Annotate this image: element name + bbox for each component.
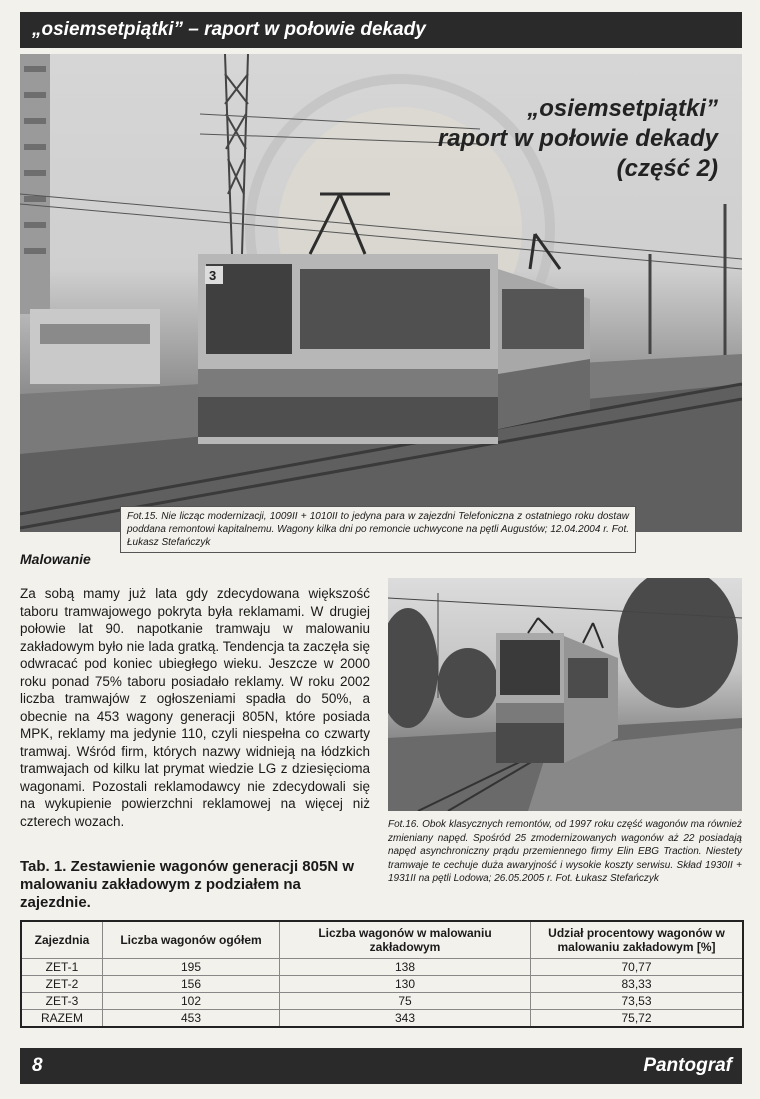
table-cell: 70,77 <box>531 959 744 976</box>
header-title: „osiemsetpiątki” – raport w połowie dekady <box>32 19 426 40</box>
second-photo-illustration <box>388 578 742 811</box>
section-heading: Malowanie <box>20 551 91 567</box>
section-paragraph: Za sobą mamy już lata gdy zdecydowana większość taboru tramwajowego pokryta była reklamami. W drugiej połowie lat 90. napotkanie tramwaju w malowaniu zakładowym było nie lada gratką. Tendencja ta zaczęła się odwracać pod koniec ubiegłego wieku. Jeszcze w 2000 roku ponad 75% taboru posiadało reklamy. W roku 2002 liczba tramwajów z ogłoszeniami spadła do 50%, a obecnie na 453 wagony generacji 805N, które posiada MPK, reklamy ma jedynie 110, czyli niespełna co czwarty tramwaj. Wśród firm, których nazwy widnieją na łódzkich tramwajach od kilku lat prymat wiedzie LG z dziesięcioma wagonami. Pozostali reklamodawcy nie zdecydowali się na wykupienie powierzchni reklamowej na więcej niż czterech wozach. <box>20 586 370 829</box>
table-row <box>21 959 743 976</box>
table-row-total <box>21 1010 743 1028</box>
table-cell: ZET-2 <box>21 976 103 993</box>
title-line-1: „osiemsetpiątki” <box>527 95 718 122</box>
column-header: Liczba wagonów w malowaniu zakładowym <box>280 921 531 959</box>
article-title <box>438 94 718 184</box>
table-cell: RAZEM <box>21 1010 103 1028</box>
table-cell: 75 <box>280 993 531 1010</box>
column-header: Udział procentowy wagonów w malowaniu zakładowym [%] <box>548 926 725 954</box>
table-cell: 75,72 <box>531 1010 744 1028</box>
table-cell: 130 <box>280 976 531 993</box>
data-table <box>20 920 744 1028</box>
page-header <box>20 12 742 48</box>
second-photo <box>388 578 742 811</box>
photo-caption-main: Fot.15. Nie licząc modernizacji, 1009II + 1010II to jedyna para w zajezdni Telefoniczna z ostatniego roku dostaw poddana remontowi kapitalnemu. Wagony kilka dni po remoncie uchwycone na pętli Augustów; 12.04.2004 r. Fot. Łukasz Stefańczyk <box>120 506 636 553</box>
column-header: Zajezdnia <box>21 921 103 959</box>
table-cell: 453 <box>103 1010 280 1028</box>
main-photo <box>20 54 742 532</box>
page-footer <box>20 1048 742 1084</box>
magazine-name: Pantograf <box>643 1055 732 1076</box>
title-line-3: (część 2) <box>616 155 718 182</box>
tram-number: 3 <box>209 268 217 283</box>
table-cell: 195 <box>103 959 280 976</box>
table-row <box>21 993 743 1010</box>
table-cell: 73,53 <box>531 993 744 1010</box>
table-cell: ZET-1 <box>21 959 103 976</box>
table-cell: 156 <box>103 976 280 993</box>
column-header: Liczba wagonów ogółem <box>103 921 280 959</box>
photo-caption-second: Fot.16. Obok klasycznych remontów, od 1997 roku część wagonów ma również zmieniany napęd. Spośród 25 zmodernizowanych wagonów aż 22 posiadają napęd asynchroniczny prądu przemiennego firmy Elin EBG Traction. Niestety tramwaje te cechuje duża awaryjność i wysokie koszty serwisu. Skład 1930II + 1931II na pętli Lodowa; 26.05.2005 r. Fot. Łukasz Stefańczyk <box>388 819 742 884</box>
page-number: 8 <box>32 1055 43 1076</box>
table-cell: 343 <box>280 1010 531 1028</box>
table-cell: 83,33 <box>531 976 744 993</box>
title-line-2: raport w połowie dekady <box>437 125 718 152</box>
table-row <box>21 976 743 993</box>
tram <box>496 618 618 763</box>
table-cell: 138 <box>280 959 531 976</box>
table-cell: 102 <box>103 993 280 1010</box>
table-cell: ZET-3 <box>21 993 103 1010</box>
table-header-row <box>21 921 743 959</box>
table-title: Tab. 1. Zestawienie wagonów generacji 805N w malowaniu zakładowym z podziałem na zajezdnie. <box>20 858 354 911</box>
